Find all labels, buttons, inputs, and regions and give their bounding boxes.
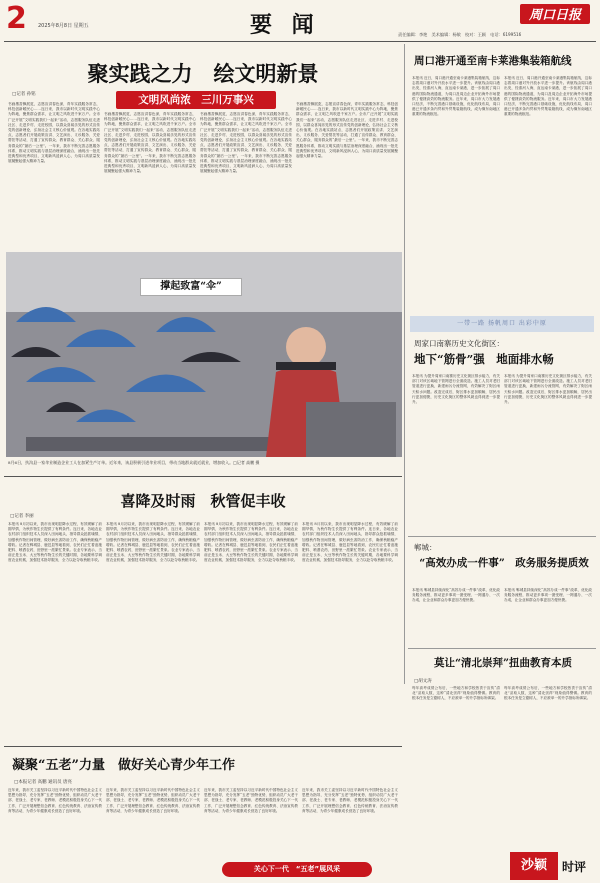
main-article	[4, 44, 402, 249]
column-divider	[404, 44, 405, 684]
story-rain-title: 喜降及时雨 秋管促丰收	[120, 492, 286, 510]
corner-tag	[510, 852, 596, 880]
photo-caption: 8月6日，扶沟县一家伞业制造企业工人在加紧生产订单。近年来，该县积极引进伞业项目，带动当地群众就近就业，增加收入。□记者 高鹏 摄	[8, 460, 260, 465]
main-col-2: 书画墨香飘展览，志愿宣讲春色深，青年实践服务常态，科技创新暖民心……连日来，我市以新时代文明实践中心为阵地，聚焦群众需求，让文明之风吹进千家万户。全市广泛开展“文明实践我们一起来”活动，志愿服务队伍走进社区、走进乡村、走进校园，以群众喜闻乐见的形式宣传党的创新理论，弘扬社会主义核心价值观。在各地实践站点，志愿者们开展政策宣讲、文艺演出、义诊服务、关爱帮扶等活动，打通了宣传群众、教育群众、关心群众、服务群众的“最后一公里”。一年来，我市不断完善志愿服务体系，推动文明实践与基层治理深度融合，涌现出一批先进典型和优秀项目，文明新风浸润人心，为周口高质量发展凝聚起强大精神力量。	[104, 112, 196, 174]
right-mid-article	[408, 334, 596, 534]
bottom-col-4: 近年来，我市关工委坚持以习近平新时代中国特色社会主义思想为指导，充分发挥“五老”独特优势，组织动员广大老干部、老战士、老专家、老教师、老模范积极投身关心下一代工作，广泛开展理想信念教育、红色传统教育、法治宣传教育等活动，为青少年健康成长营造了良好环境。	[302, 788, 398, 813]
photo-title-box	[140, 278, 242, 296]
bottom-title: 凝聚“五老”力量 做好关心青少年工作	[12, 758, 235, 773]
right-mid-col-2: 本报讯 为提升周家口南寨历史文化街区排水能力，有关部门对该区域地下管网进行全面改造。施工人员对老旧管道进行更换，新建雨污分流管网，有效解决了街区雨天积水问题。改造完成后，街区排水更加顺畅，居民出行更加便捷，历史文化街区的整体风貌也得到进一步提升。	[504, 374, 592, 405]
story-rain-col-1: 本报讯 8月初以来，我市出现明显降水过程，有效缓解了前期旱情，为秋作物生长提供了有利条件。连日来，各地农业农村部门组织技术人员深入田间地头，指导群众抢抓墒情，加强秋作物田间管理，做好病虫害防治工作，确保秋粮稳产增收。记者在郸城县、鹿邑县等地看到，农民们正忙着追施肥料、喷洒农药，田野里一派繁忙景象。农业专家表示，当前正是玉米、大豆等秋作物生长的关键时期，各地要科学调度农业机械，加强技术指导服务，全力以赴夺取秋粮丰收。	[8, 522, 102, 563]
right-mid-kicker: 周家口南寨历史文化街区：	[414, 339, 504, 348]
bottom-banner-text: 关心下一代 “五老”展风采	[253, 865, 341, 873]
corner-sub: 时评	[562, 860, 587, 874]
bottom-rule	[4, 746, 402, 747]
main-banner	[116, 91, 276, 109]
bottom-col-1: 近年来，我市关工委坚持以习近平新时代中国特色社会主义思想为指导，充分发挥“五老”独特优势，组织动员广大老干部、老战士、老专家、老教师、老模范积极投身关心下一代工作，广泛开展理想信念教育、红色传统教育、法治宣传教育等活动，为青少年健康成长营造了良好环境。	[8, 788, 102, 813]
right-mid-col-1: 本报讯 为提升周家口南寨历史文化街区排水能力，有关部门对该区域地下管网进行全面改造。施工人员对老旧管道进行更换，新建雨污分流管网，有效解决了街区雨天积水问题。改造完成后，街区排水更加顺畅，居民出行更加便捷，历史文化街区的整体风貌也得到进一步提升。	[412, 374, 500, 405]
date-line: 2025年8月8日 星期五	[38, 23, 89, 29]
commentary-rule	[408, 648, 596, 649]
right-low-kicker: 郸城：	[414, 543, 437, 552]
masthead-text: 周口日报	[528, 8, 581, 23]
right-low-col-1: 本报讯 郸城县持续深化“高效办成一件事”改革，优化政务服务流程，推动更多事项一窗受理、一网通办、一次办成，让企业和群众办事更加方便快捷。	[412, 588, 500, 603]
story-rain-rule	[4, 476, 402, 477]
story-rain-col-2: 本报讯 8月初以来，我市出现明显降水过程，有效缓解了前期旱情，为秋作物生长提供了有利条件。连日来，各地农业农村部门组织技术人员深入田间地头，指导群众抢抓墒情，加强秋作物田间管理，做好病虫害防治工作，确保秋粮稳产增收。记者在郸城县、鹿邑县等地看到，农民们正忙着追施肥料、喷洒农药，田野里一派繁忙景象。农业专家表示，当前正是玉米、大豆等秋作物生长的关键时期，各地要科学调度农业机械，加强技术指导服务，全力以赴夺取秋粮丰收。	[106, 522, 200, 563]
header-rule	[4, 41, 596, 42]
photo-block	[6, 252, 402, 474]
commentary-author: □胡文涛	[414, 679, 432, 684]
main-col-3: 书画墨香飘展览，志愿宣讲春色深，青年实践服务常态，科技创新暖民心……连日来，我市以新时代文明实践中心为阵地，聚焦群众需求，让文明之风吹进千家万户。全市广泛开展“文明实践我们一起来”活动，志愿服务队伍走进社区、走进乡村、走进校园，以群众喜闻乐见的形式宣传党的创新理论，弘扬社会主义核心价值观。在各地实践站点，志愿者们开展政策宣讲、文艺演出、义诊服务、关爱帮扶等活动，打通了宣传群众、教育群众、关心群众、服务群众的“最后一公里”。一年来，我市不断完善志愿服务体系，推动文明实践与基层治理深度融合，涌现出一批先进典型和优秀项目，文明新风浸润人心，为周口高质量发展凝聚起强大精神力量。	[200, 112, 292, 174]
right-low-col-2: 本报讯 郸城县持续深化“高效办成一件事”改革，优化政务服务流程，推动更多事项一窗受理、一网通办、一次办成，让企业和群众办事更加方便快捷。	[504, 588, 592, 603]
main-banner-text: 文明风尚浓 三川万事兴	[138, 94, 254, 106]
story-rain-author: □记者 李丽	[10, 514, 34, 519]
bottom-col-2: 近年来，我市关工委坚持以习近平新时代中国特色社会主义思想为指导，充分发挥“五老”独特优势，组织动员广大老干部、老战士、老专家、老教师、老模范积极投身关心下一代工作，广泛开展理想信念教育、红色传统教育、法治宣传教育等活动，为青少年健康成长营造了良好环境。	[106, 788, 200, 813]
right-mid-title: 地下“筋骨”强 地面排水畅	[414, 352, 554, 366]
commentary	[408, 648, 596, 838]
story-rain-col-4: 本报讯 8月初以来，我市出现明显降水过程，有效缓解了前期旱情，为秋作物生长提供了有利条件。连日来，各地农业农村部门组织技术人员深入田间地头，指导群众抢抓墒情，加强秋作物田间管理，做好病虫害防治工作，确保秋粮稳产增收。记者在郸城县、鹿邑县等地看到，农民们正忙着追施肥料、喷洒农药，田野里一派繁忙景象。农业专家表示，当前正是玉米、大豆等秋作物生长的关键时期，各地要科学调度农业机械，加强技术指导服务，全力以赴夺取秋粮丰收。	[302, 522, 398, 563]
corner-label-box	[510, 852, 558, 880]
main-col-4: 书画墨香飘展览，志愿宣讲春色深，青年实践服务常态，科技创新暖民心……连日来，我市以新时代文明实践中心为阵地，聚焦群众需求，让文明之风吹进千家万户。全市广泛开展“文明实践我们一起来”活动，志愿服务队伍走进社区、走进乡村、走进校园，以群众喜闻乐见的形式宣传党的创新理论，弘扬社会主义核心价值观。在各地实践站点，志愿者们开展政策宣讲、文艺演出、义诊服务、关爱帮扶等活动，打通了宣传群众、教育群众、关心群众、服务群众的“最后一公里”。一年来，我市不断完善志愿服务体系，推动文明实践与基层治理深度融合，涌现出一批先进典型和优秀项目，文明新风浸润人心，为周口高质量发展凝聚起强大精神力量。	[296, 102, 398, 159]
right-top-title: 周口港开通至南卡莱港集装箱航线	[414, 55, 572, 67]
bottom-banner	[222, 862, 372, 877]
right-top-article	[408, 44, 596, 314]
photo-title: 撑起致富“伞”	[160, 281, 222, 292]
commentary-col-1: 每年高考成绩公布后，一些地方和学校热衷于宣传“清北”录取人数，这种“清北崇拜”现象值得警惕。教育的根本任务是立德树人，不应被单一的升学指标所绑架。	[412, 686, 500, 701]
masthead-logo	[520, 4, 590, 24]
right-low-article	[408, 536, 596, 646]
bottom-col-3: 近年来，我市关工委坚持以习近平新时代中国特色社会主义思想为指导，充分发挥“五老”独特优势，组织动员广大老干部、老战士、老专家、老教师、老模范积极投身关心下一代工作，广泛开展理想信念教育、红色传统教育、法治宣传教育等活动，为青少年健康成长营造了良好环境。	[204, 788, 298, 813]
slogan-text: 一带一路 扬帆周口 出彩中原	[457, 320, 547, 327]
bottom-article	[4, 746, 402, 880]
bottom-author: □本报记者 高鹏 通讯员 唐亮	[14, 780, 73, 785]
section-title: 要 闻	[250, 12, 320, 38]
right-top-col-2: 本报讯 近日，周口港开通至南卡莱港集装箱航线，这标志着周口港对外开放水平进一步提升。该航线由周口港出发，经淮河入海，直达南卡莱港，进一步拓展了周口港的国际物流通道，为周口及周边企业开拓海外市场提供了便捷高效的物流服务。近年来，周口市大力发展港口经济，不断完善港口基础设施，优化航线布局，周口港已开通多条内贸和外贸集装箱航线，成为豫东南地区重要的物流枢纽。	[504, 76, 592, 117]
editor-line: 责任编辑：李艳 美术编辑：杨敏 校对：王颖 电话：6199516	[398, 32, 522, 37]
main-article-title: 聚实践之力 绘文明新景	[87, 61, 319, 86]
slogan-bar	[410, 316, 594, 332]
corner-label: 沙颖	[520, 858, 547, 873]
commentary-col-2: 每年高考成绩公布后，一些地方和学校热衷于宣传“清北”录取人数，这种“清北崇拜”现象值得警惕。教育的根本任务是立德树人，不应被单一的升学指标所绑架。	[504, 686, 592, 701]
right-top-col-1: 本报讯 近日，周口港开通至南卡莱港集装箱航线，这标志着周口港对外开放水平进一步提升。该航线由周口港出发，经淮河入海，直达南卡莱港，进一步拓展了周口港的国际物流通道，为周口及周边企业开拓海外市场提供了便捷高效的物流服务。近年来，周口市大力发展港口经济，不断完善港口基础设施，优化航线布局，周口港已开通多条内贸和外贸集装箱航线，成为豫东南地区重要的物流枢纽。	[412, 76, 500, 117]
page-number: 2	[6, 1, 27, 36]
page-header	[0, 0, 600, 44]
main-author: □记者 孙铭	[12, 92, 36, 97]
right-low-title: “高效办成一件事” 政务服务提质效	[419, 557, 589, 569]
main-col-1: 书画墨香飘展览，志愿宣讲春色深，青年实践服务常态，科技创新暖民心……连日来，我市以新时代文明实践中心为阵地，聚焦群众需求，让文明之风吹进千家万户。全市广泛开展“文明实践我们一起来”活动，志愿服务队伍走进社区、走进乡村、走进校园，以群众喜闻乐见的形式宣传党的创新理论，弘扬社会主义核心价值观。在各地实践站点，志愿者们开展政策宣讲、文艺演出、义诊服务、关爱帮扶等活动，打通了宣传群众、教育群众、关心群众、服务群众的“最后一公里”。一年来，我市不断完善志愿服务体系，推动文明实践与基层治理深度融合，涌现出一批先进典型和优秀项目，文明新风浸润人心，为周口高质量发展凝聚起强大精神力量。	[8, 102, 100, 164]
story-rain-col-3: 本报讯 8月初以来，我市出现明显降水过程，有效缓解了前期旱情，为秋作物生长提供了有利条件。连日来，各地农业农村部门组织技术人员深入田间地头，指导群众抢抓墒情，加强秋作物田间管理，做好病虫害防治工作，确保秋粮稳产增收。记者在郸城县、鹿邑县等地看到，农民们正忙着追施肥料、喷洒农药，田野里一派繁忙景象。农业专家表示，当前正是玉米、大豆等秋作物生长的关键时期，各地要科学调度农业机械，加强技术指导服务，全力以赴夺取秋粮丰收。	[204, 522, 298, 563]
story-rain	[4, 476, 402, 744]
right-low-rule	[408, 536, 596, 537]
commentary-title: 莫让“清北崇拜”扭曲教育本质	[433, 657, 573, 669]
